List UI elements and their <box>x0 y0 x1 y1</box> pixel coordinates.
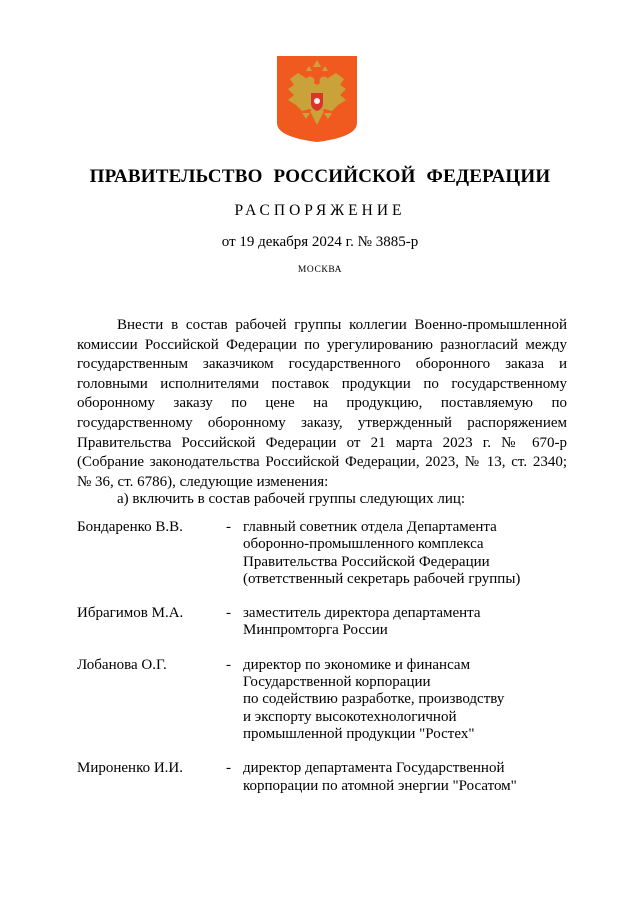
person-role: заместитель директора департамента Минпромторга России <box>243 605 481 639</box>
document-date: от 19 декабря 2024 г. № 3885-р <box>221 234 419 250</box>
persons-list <box>77 519 577 812</box>
person-dash: - <box>226 760 231 777</box>
person-dash: - <box>226 519 231 535</box>
emblem-icon <box>276 55 358 143</box>
government-title: ПРАВИТЕЛЬСТВО РОССИЙСКОЙ ФЕДЕРАЦИИ <box>89 166 551 187</box>
person-name: Бондаренко В.В. <box>77 519 183 535</box>
person-row <box>77 605 577 640</box>
subitem-a: а) включить в состав рабочей группы следующих лиц: <box>117 491 466 507</box>
document-city: МОСКВА <box>297 265 343 275</box>
person-name: Мироненко И.И. <box>77 760 184 777</box>
main-paragraph-block <box>77 316 567 492</box>
person-row <box>77 519 577 588</box>
person-dash: - <box>226 656 231 673</box>
document-type: РАСПОРЯЖЕНИЕ <box>234 202 406 219</box>
person-role: директор по экономике и финансам Государственной корпорации по содействию разработке, производству и экспорту высокотехнологичной промышленной продукции "Ростех" <box>243 656 505 742</box>
person-name: Ибрагимов М.А. <box>77 605 184 622</box>
person-dash: - <box>226 605 231 622</box>
main-paragraph: Внести в состав рабочей группы коллегии Военно-промышленной комиссии Российской Федерации по урегулированию разногласий между государственным заказчиком государственного оборонного заказа и головными исполнителями поставок продукции по государственному оборонному заказу по цене на продукцию, поставляемую по государственному оборонному заказу, утвержденный распоряжением Правительства Российской Федерации от 21 марта 2023 г. № 670-р (Собрание законодательства Российской Федерации, 2023, № 13, ст. 2340; № 36, ст. 6786), следующие изменения: <box>77 317 567 490</box>
person-row <box>77 760 577 795</box>
coat-of-arms-emblem <box>276 55 358 143</box>
person-row <box>77 657 577 743</box>
person-role: директор департамента Государственной корпорации по атомной энергии "Росатом" <box>243 760 517 794</box>
person-role: главный советник отдела Департамента оборонно-промышленного комплекса Правительства Российской Федерации (ответственный секретарь рабочей группы) <box>243 519 521 587</box>
person-name: Лобанова О.Г. <box>77 656 167 673</box>
